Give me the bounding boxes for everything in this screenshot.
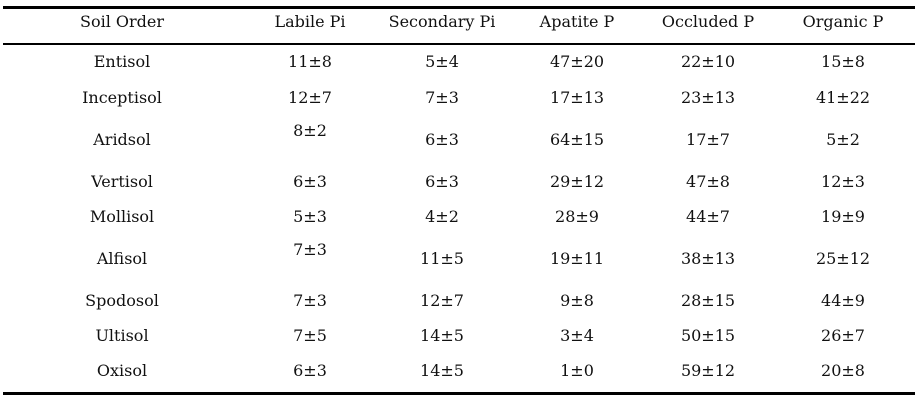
table-bottom-rule (3, 392, 915, 395)
cell-occluded-p: 28±15 (680, 291, 736, 310)
header-labile-pi: Labile Pi (274, 12, 346, 31)
cell-organic-p: 20±8 (821, 361, 865, 380)
cell-secondary-pi: 6±3 (425, 130, 459, 149)
cell-organic-p: 25±12 (815, 249, 871, 268)
cell-secondary-pi: 12±7 (420, 291, 464, 310)
cell-apatite-p: 64±15 (549, 130, 605, 149)
cell-apatite-p: 28±9 (555, 207, 599, 226)
cell-soil-order: Aridsol (93, 130, 151, 149)
cell-labile-pi: 11±8 (288, 52, 332, 71)
cell-soil-order: Alfisol (96, 249, 148, 268)
cell-secondary-pi: 5±4 (425, 52, 459, 71)
cell-organic-p: 19±9 (821, 207, 865, 226)
cell-secondary-pi: 14±5 (420, 326, 464, 345)
cell-apatite-p: 17±13 (549, 88, 605, 107)
cell-occluded-p: 50±15 (680, 326, 736, 345)
cell-secondary-pi: 11±5 (420, 249, 464, 268)
cell-organic-p: 44±9 (821, 291, 865, 310)
cell-organic-p: 41±22 (815, 88, 871, 107)
cell-occluded-p: 17±7 (686, 130, 730, 149)
cell-occluded-p: 22±10 (680, 52, 736, 71)
cell-organic-p: 5±2 (826, 130, 860, 149)
cell-labile-pi: 6±3 (293, 172, 327, 191)
cell-occluded-p: 44±7 (686, 207, 730, 226)
cell-labile-pi: 8±2 (293, 121, 327, 140)
cell-labile-pi: 12±7 (288, 88, 332, 107)
cell-organic-p: 15±8 (821, 52, 865, 71)
cell-labile-pi: 7±3 (293, 291, 327, 310)
cell-secondary-pi: 4±2 (425, 207, 459, 226)
cell-labile-pi: 5±3 (293, 207, 327, 226)
table-header-rule (3, 43, 915, 45)
cell-soil-order: Spodosol (85, 291, 159, 310)
cell-soil-order: Vertisol (91, 172, 153, 191)
cell-secondary-pi: 7±3 (425, 88, 459, 107)
cell-occluded-p: 47±8 (686, 172, 730, 191)
cell-soil-order: Oxisol (96, 361, 148, 380)
cell-occluded-p: 38±13 (680, 249, 736, 268)
cell-apatite-p: 47±20 (549, 52, 605, 71)
cell-labile-pi: 6±3 (293, 361, 327, 380)
cell-soil-order: Inceptisol (82, 88, 162, 107)
cell-occluded-p: 23±13 (680, 88, 736, 107)
header-soil-order: Soil Order (79, 12, 165, 31)
cell-secondary-pi: 6±3 (425, 172, 459, 191)
header-apatite-p: Apatite P (539, 12, 615, 31)
cell-apatite-p: 3±4 (560, 326, 594, 345)
header-secondary-pi: Secondary Pi (388, 12, 496, 31)
cell-labile-pi: 7±3 (293, 240, 327, 259)
header-organic-p: Organic P (802, 12, 884, 31)
cell-labile-pi: 7±5 (293, 326, 327, 345)
header-occluded-p: Occluded P (661, 12, 755, 31)
cell-apatite-p: 1±0 (560, 361, 594, 380)
cell-apatite-p: 9±8 (560, 291, 594, 310)
table-top-rule (3, 6, 915, 9)
cell-apatite-p: 19±11 (549, 249, 605, 268)
cell-soil-order: Ultisol (95, 326, 149, 345)
cell-organic-p: 26±7 (821, 326, 865, 345)
cell-apatite-p: 29±12 (549, 172, 605, 191)
cell-secondary-pi: 14±5 (420, 361, 464, 380)
cell-occluded-p: 59±12 (680, 361, 736, 380)
cell-organic-p: 12±3 (821, 172, 865, 191)
cell-soil-order: Mollisol (89, 207, 155, 226)
cell-soil-order: Entisol (93, 52, 151, 71)
